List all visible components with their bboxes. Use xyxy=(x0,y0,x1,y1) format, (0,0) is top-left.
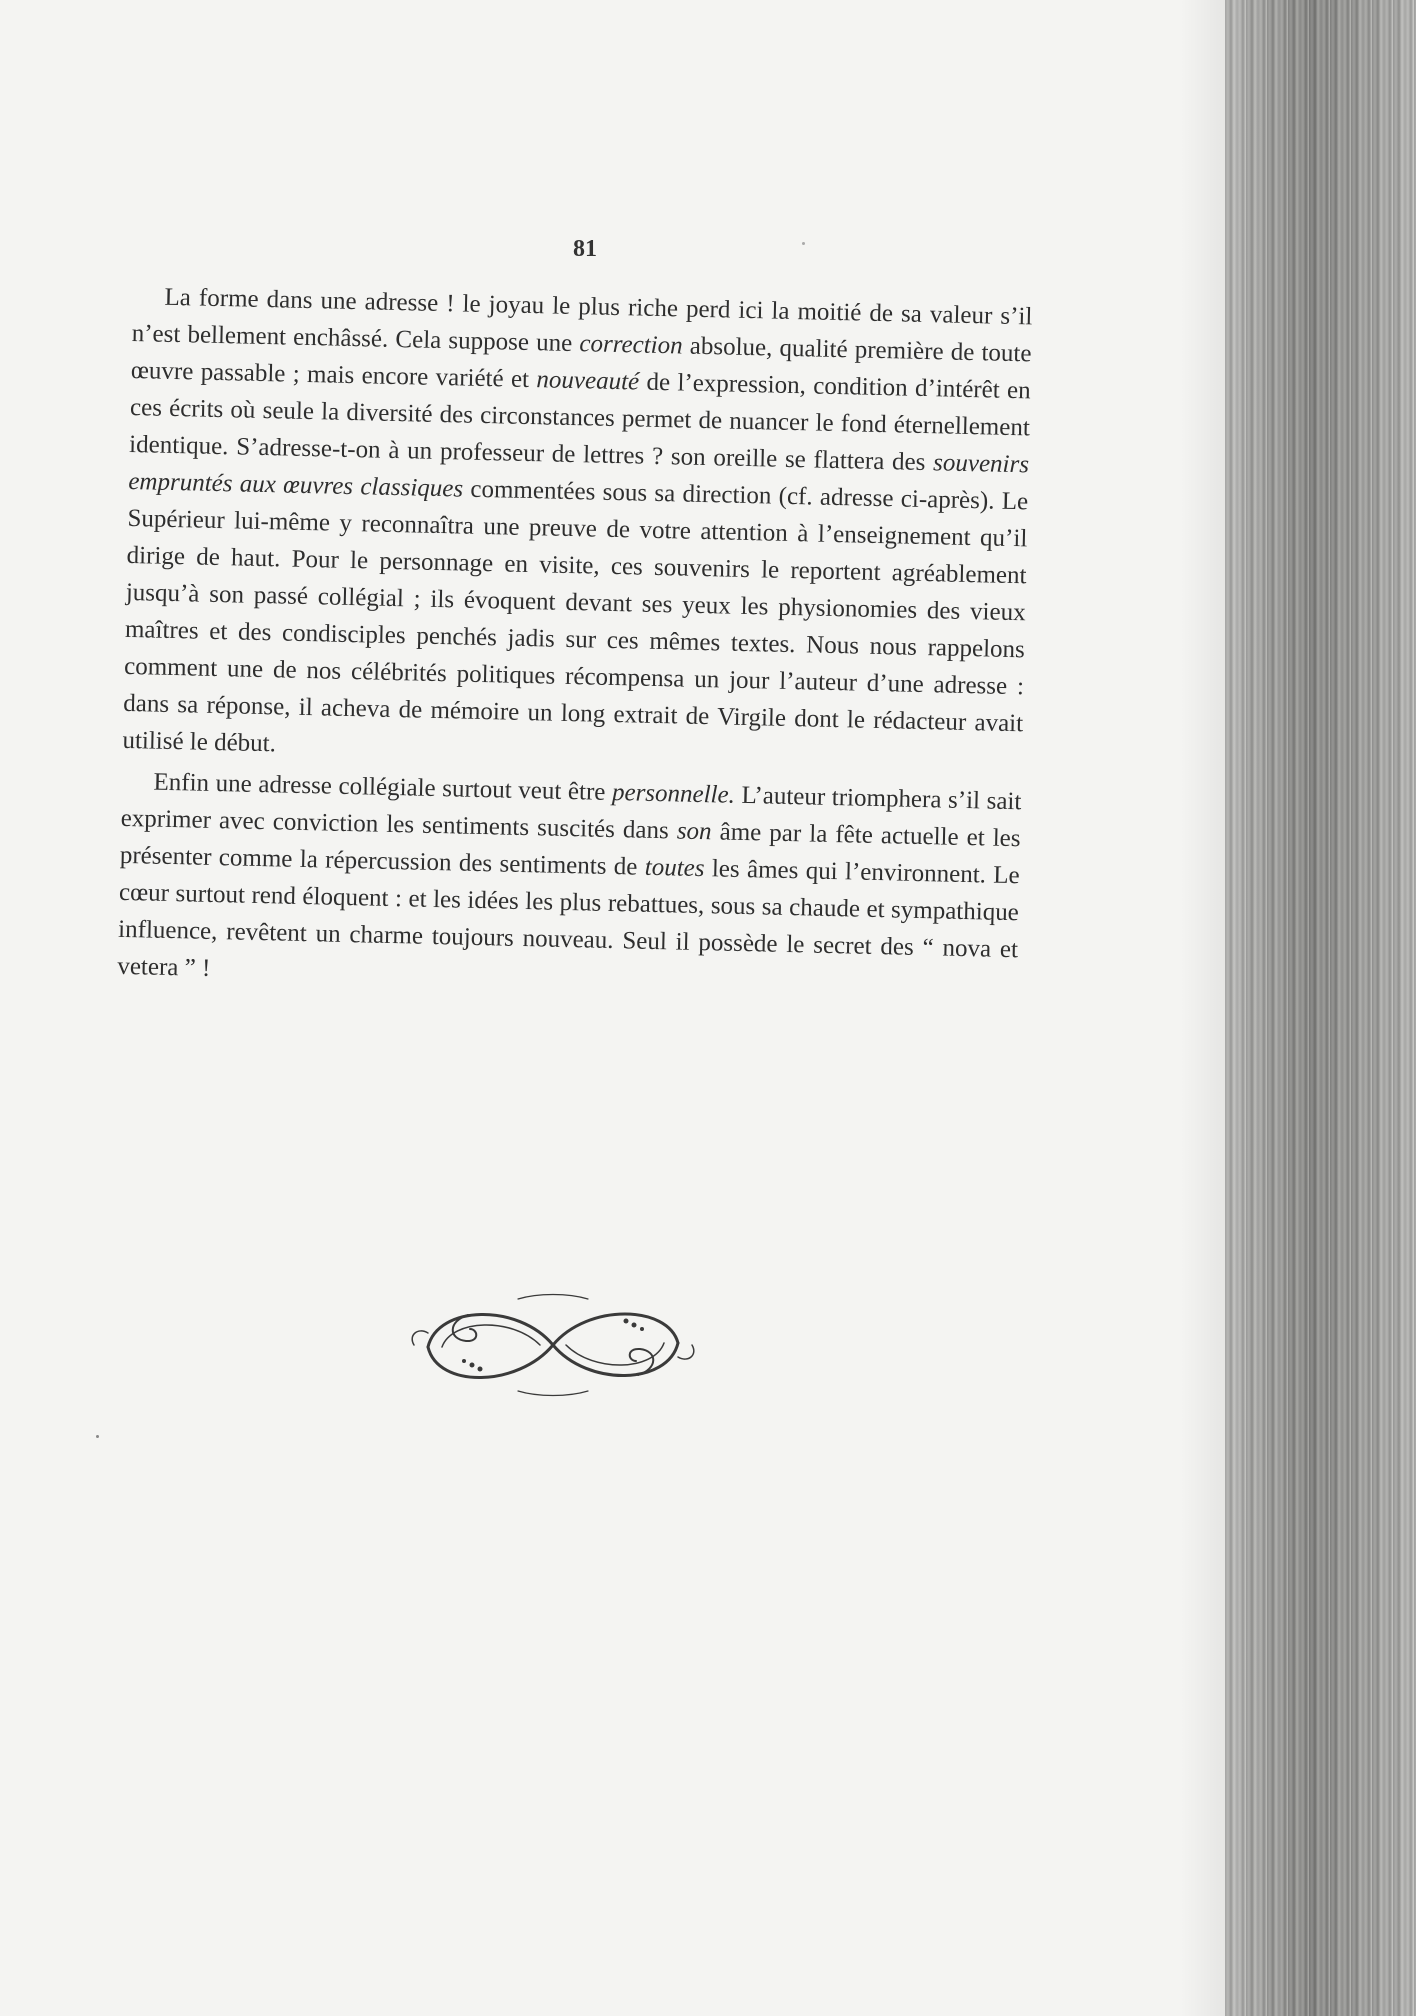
body-text xyxy=(117,278,1033,1005)
paper-speck xyxy=(96,1435,99,1438)
page-number: 81 xyxy=(573,236,597,262)
page-gutter-shadow xyxy=(1180,0,1225,2016)
text-span: de l’expression, condition d’intérêt en ces écrits où seule la diversité des circonstances permet de nuancer le fond éternellement identique. S’adresse-t-on à un professeur de lettres ? son oreille se flattera des xyxy=(128,368,1031,477)
text-span: L’auteur triomphera s’il sait exprimer avec conviction les sentiments suscités dans xyxy=(120,781,1022,845)
text-span: Enfin une adresse collégiale surtout veut être xyxy=(153,768,613,806)
italic-span: toutes xyxy=(644,853,705,883)
italic-span: son xyxy=(676,817,712,846)
scroll-flourish-ornament-icon xyxy=(408,1285,698,1405)
italic-span: souvenirs empruntés aux œuvres classiques xyxy=(128,449,1030,503)
italic-span: correction xyxy=(579,330,683,360)
text-span: âme par la fête actuelle et les présenter comme la répercussion des sentiments de xyxy=(119,818,1021,881)
paragraph-1 xyxy=(122,278,1033,779)
italic-span: nouveauté xyxy=(536,366,640,396)
paragraph-2 xyxy=(117,763,1022,1005)
italic-span: personnelle. xyxy=(611,779,736,809)
paper-speck xyxy=(802,242,805,245)
text-span: absolue, qualité première de toute œuvre passable ; mais encore variété et xyxy=(130,332,1032,394)
text-span: les âmes qui l’environnent. Le cœur surtout rend éloquent : et les idées les plus rebattues, sous sa chaude et sympathique influence, revêtent un charme toujours nouveau. Seul il possède le secret des “ nova et vetera ” ! xyxy=(117,855,1020,982)
text-span: commentées sous sa direction (cf. adresse ci-après). Le Supérieur lui-même y reconnaîtra une preuve de votre attention à l’enseignement qu’il dirige de haut. Pour le personnage en visite, ces souvenirs le reportent agréablement jusqu’à son passé collégial ; ils évoquent devant ses yeux les physionomies des vieux maîtres et des condisciples penchés jadis sur ces mêmes textes. Nous nous rappelons comment une de nos célébrités politiques récompensa un jour l’auteur d’une adresse : dans sa réponse, il acheva de mémoire un long extrait de Virgile dont le rédacteur avait utilisé le début. xyxy=(122,475,1029,758)
text-span: La forme dans une adresse ! le joyau le plus riche perd ici la moitié de sa valeur s’il n’est bellement enchâssé. Cela suppose une xyxy=(131,283,1033,358)
book-page-edges xyxy=(1225,0,1416,2016)
